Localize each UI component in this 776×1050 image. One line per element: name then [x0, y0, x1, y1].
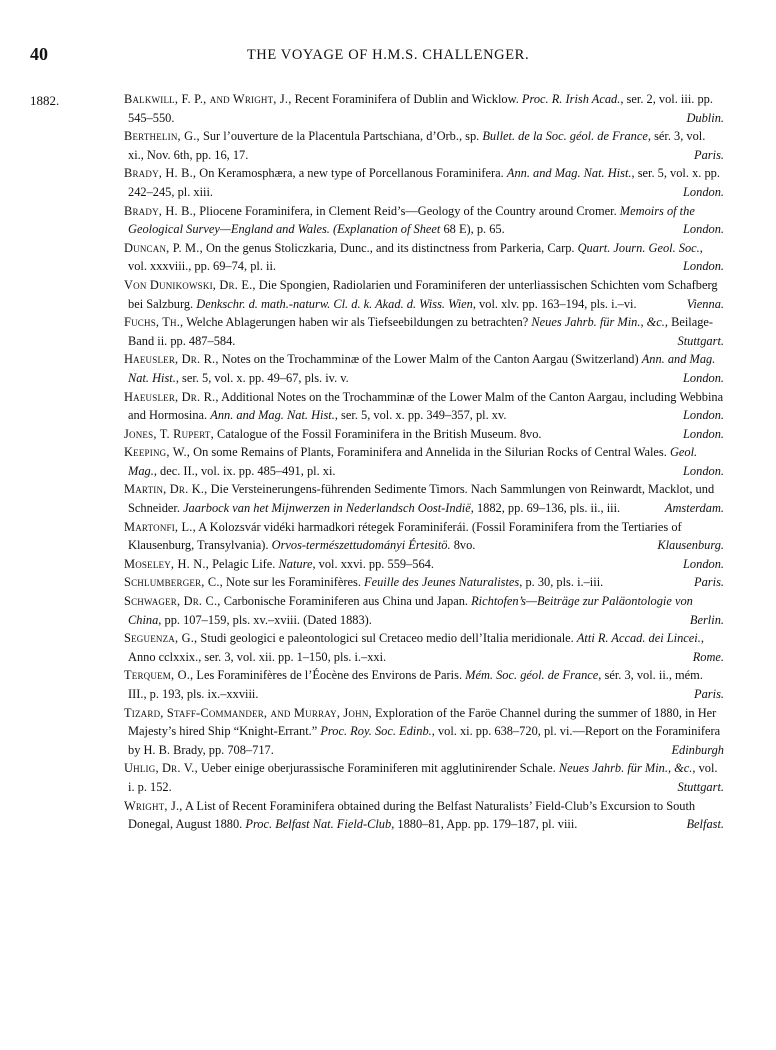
entry-title: On the genus Stoliczkaria, Dunc., and its distinctness from Parkeria, Carp. [202, 240, 578, 255]
entry-journal: Richtofen’s—Beiträge zur Paläontologie von China [128, 594, 693, 627]
entry-journal: Feuille des Jeunes Naturalistes [364, 575, 520, 590]
entry-author: Haeusler, Dr. R., [124, 352, 219, 367]
bibliography-entry [106, 629, 724, 666]
entry-details: 68 E), p. 65. [440, 222, 505, 237]
entry-journal: Ann. and Mag. Nat. Hist. [506, 166, 632, 181]
entry-details: , vol. xxvi. pp. 559–564. [312, 556, 434, 571]
entry-place: London. [683, 426, 724, 441]
entry-author: Keeping, W., [124, 445, 191, 460]
page-number: 40 [30, 44, 48, 64]
bibliography-entry [106, 592, 724, 629]
entry-details: , p. 30, pls. i.–iii. [519, 575, 604, 590]
entry-author: Martin, Dr. K., [124, 482, 208, 497]
entry-title: Notes on the Trochamminæ of the Lower Malm of the Canton Aargau (Switzerland) [218, 352, 642, 367]
entry-details: 8vo. [450, 538, 476, 553]
entry-title: On Keramosphæra, a new type of Porcellanous Foraminifera. [196, 166, 507, 181]
entry-title: Die Versteinerungens-führenden Sedimente Timors. Nach Sammlungen von Reinwardt, Macklot, und Schneider. [128, 482, 715, 516]
entry-details: , vol. xxxviii., pp. 69–74, pl. ii. [128, 240, 703, 274]
entry-details: , 1882, pp. 69–136, pls. ii., iii. [470, 501, 621, 516]
entry-place: London. [683, 408, 724, 423]
entry-author: Duncan, P. M., [124, 240, 203, 255]
entry-author: Moseley, H. N., [124, 556, 209, 571]
entry-author: Berthelin, G., [124, 129, 200, 144]
bibliography-entry [106, 202, 724, 239]
entry-author: Schwager, Dr. C., [124, 594, 221, 609]
entry-title: Welche Ablagerungen haben wir als Tiefseebildungen zu betrachten? [183, 315, 532, 330]
entry-journal: Denkschr. d. math.-naturw. Cl. d. k. Akad. d. Wiss. Wien [196, 296, 473, 311]
bibliography-entry [106, 164, 724, 201]
entry-author: Fuchs, Th., [124, 315, 184, 330]
entry-place: London. [683, 259, 724, 274]
entry-journal: Ann. and Mag. Nat. Hist. [210, 408, 335, 423]
entry-title: Catalogue of the Fossil Foraminifera in the British Museum. 8vo. [213, 426, 542, 441]
entry-title: Die Spongien, Radiolarien und Foraminiferen der unterliassischen Schichten vom Schafberg bei Salzburg. [128, 277, 718, 311]
bibliography-entry [106, 239, 724, 276]
entry-journal: Jaarbock van het Mijnwerzen in Nederlandsch Oost-Indië [183, 501, 471, 516]
bibliography-entry [106, 313, 724, 350]
entry-title: Carbonische Foraminiferen aus China und Japan. [220, 594, 472, 609]
entry-title: Sur l’ouverture de la Placentula Partschiana, d’Orb., sp. [199, 129, 483, 144]
entry-place: London. [683, 556, 724, 571]
entry-journal: Orvos-természettudományi Értesitö. [271, 538, 451, 553]
bibliography-entry [106, 555, 724, 574]
bibliography-entry [106, 797, 724, 834]
bibliography-entry [106, 666, 724, 703]
entry-details: , 1880–81, App. pp. 179–187, pl. viii. [391, 817, 578, 832]
bibliography-entry [106, 573, 724, 592]
entry-author: Schlumberger, C., [124, 575, 223, 590]
entry-journal: Mém. Soc. géol. de France [465, 668, 599, 683]
entry-details: , pp. 107–159, pls. xv.–xviii. (Dated 1883). [158, 612, 372, 627]
bibliography-entry [106, 425, 724, 444]
entry-place: Edinburgh [671, 742, 724, 757]
entry-place: Dublin. [686, 110, 724, 125]
entry-details: , ser. 5, vol. x. pp. 242–245, pl. xiii. [128, 166, 720, 199]
bibliography-entry [106, 90, 724, 127]
entry-author: Terquem, O., [124, 668, 194, 683]
entry-journal: Memoirs of the Geological Survey—England and Wales. (Explanation of Sheet [128, 203, 695, 237]
entry-details: , Beilage-Band ii. pp. 487–584. [128, 315, 714, 348]
entry-place: Stuttgart. [677, 779, 724, 794]
entry-place: London. [683, 463, 724, 478]
entry-title: Note sur les Foraminifères. [222, 575, 365, 590]
entry-journal: Neues Jahrb. für Min., &c. [558, 761, 693, 776]
bibliography-entry [106, 388, 724, 425]
entry-author: Brady, H. B., [124, 203, 197, 218]
entry-title: Studi geologici e paleontologici sul Cretaceo medio dell’Italia meridionale. [197, 631, 577, 646]
bibliography-entry [106, 759, 724, 796]
bibliography-entry [106, 518, 724, 555]
entry-place: Vienna. [686, 296, 724, 311]
entry-journal: Bullet. de la Soc. géol. de France [482, 129, 648, 144]
entry-title: Les Foraminifères de l’Éocène des Environs de Paris. [193, 668, 466, 683]
entry-title: A List of Recent Foraminifera obtained during the Belfast Naturalists’ Field-Club’s Excursion to South Donegal, August 1880. [128, 798, 696, 832]
entry-place: London. [683, 222, 724, 237]
entry-details: , ser. 2, vol. iii. pp. 545–550. [128, 92, 713, 125]
entry-details: , ser. 5, vol. x. pp. 349–357, pl. xv. [334, 408, 507, 423]
entry-journal: Atti R. Accad. dei Lincei. [576, 631, 701, 646]
entry-title: Recent Foraminifera of Dublin and Wicklow. [291, 92, 522, 106]
entry-journal: Nature [278, 556, 313, 571]
entry-journal: Ann. and Mag. Nat. Hist. [128, 352, 716, 385]
bibliography-entry [106, 443, 724, 480]
entry-journal: Proc. Belfast Nat. Field-Club [245, 817, 392, 832]
entry-journal: Quart. Journ. Geol. Soc. [577, 240, 700, 255]
running-title: THE VOYAGE OF H.M.S. CHALLENGER. [246, 47, 530, 63]
entry-place: Rome. [692, 649, 724, 664]
bibliography-entry [106, 480, 724, 517]
entry-author: Uhlig, Dr. V., [124, 761, 198, 776]
entry-title: On some Remains of Plants, Foraminifera and Annelida in the Silurian Rocks of Central Wales. [190, 445, 670, 460]
entry-author: Wright, J., [124, 798, 183, 813]
bibliography-entry [106, 276, 724, 313]
entry-title: A Kolozsvár vidéki harmadkori rétegek Foraminiferái. (Fossil Foraminifera from the Tertiaries of Klausenburg, Transylvania). [128, 519, 682, 553]
entry-title: Ueber einige oberjurassische Foraminiferen mit agglutinirender Schale. [197, 761, 559, 776]
entry-details: , vol. i. p. 152. [128, 761, 718, 794]
entry-place: Paris. [694, 687, 724, 701]
entry-details: , vol. xi. pp. 638–720, pl. vi.—Report on the Foraminifera by H. B. Brady, pp. 708–717. [128, 724, 721, 757]
entry-place: Stuttgart. [677, 333, 724, 348]
entry-journal: Proc. R. Irish Acad. [521, 92, 621, 106]
bibliography-entry [106, 704, 724, 760]
entry-author: Balkwill, F. P., and Wright, J., [124, 92, 292, 106]
entry-author: Seguenza, G., [124, 631, 198, 646]
bibliography-entry [106, 350, 724, 387]
entry-title: Additional Notes on the Trochamminæ of the Lower Malm of the Canton Aargau, including Webbina and Hormosina. [128, 389, 724, 423]
entry-place: Klausenburg. [657, 538, 724, 553]
entry-place: Paris. [694, 147, 724, 162]
entry-place: London. [683, 370, 724, 385]
entry-place: Belfast. [686, 817, 724, 832]
entry-author: Haeusler, Dr. R., [124, 389, 219, 404]
entry-place: Paris. [694, 575, 724, 590]
entry-details: , Anno cclxxix., ser. 3, vol. xii. pp. 1–150, pls. i.–xxi. [128, 631, 704, 664]
entry-author: Jones, T. Rupert, [124, 426, 214, 441]
entry-place: Amsterdam. [664, 501, 724, 516]
entry-place: Berlin. [689, 612, 724, 627]
bibliography-entry [106, 127, 724, 164]
entry-place: London. [683, 184, 724, 199]
entry-title: Pelagic Life. [209, 556, 279, 571]
bibliography-list [110, 90, 724, 834]
entry-title: Exploration of the Faröe Channel during the summer of 1880, in Her Majesty’s hired Ship “Knight-Errant.” [128, 705, 717, 739]
entry-title: Pliocene Foraminifera, in Clement Reid’s—Geology of the Country around Cromer. [196, 203, 620, 218]
entry-details: , sér. 3, vol. xi., Nov. 6th, pp. 16, 17. [128, 129, 706, 162]
entry-details: , vol. xlv. pp. 163–194, pls. i.–vi. [472, 296, 637, 311]
entry-journal: Proc. Roy. Soc. Edinb. [320, 724, 432, 739]
entry-author: Martonfi, L., [124, 519, 196, 534]
entry-author: Von Dunikowski, Dr. E., [124, 277, 256, 292]
entry-author: Tizard, Staff-Commander, and Murray, John, [124, 705, 372, 720]
entry-details: , dec. II., vol. ix. pp. 485–491, pl. xi. [153, 463, 336, 478]
entry-details: , ser. 5, vol. x. pp. 49–67, pls. iv. v. [175, 370, 349, 385]
entry-journal: Geol. Mag. [128, 445, 698, 478]
entry-details: , sér. 3, vol. ii., mém. III., p. 193, pls. ix.–xxviii. [128, 668, 703, 701]
entry-journal: Neues Jahrb. für Min., &c. [531, 315, 665, 330]
entry-author: Brady, H. B., [124, 166, 197, 181]
year-label: 1882. [30, 93, 60, 108]
